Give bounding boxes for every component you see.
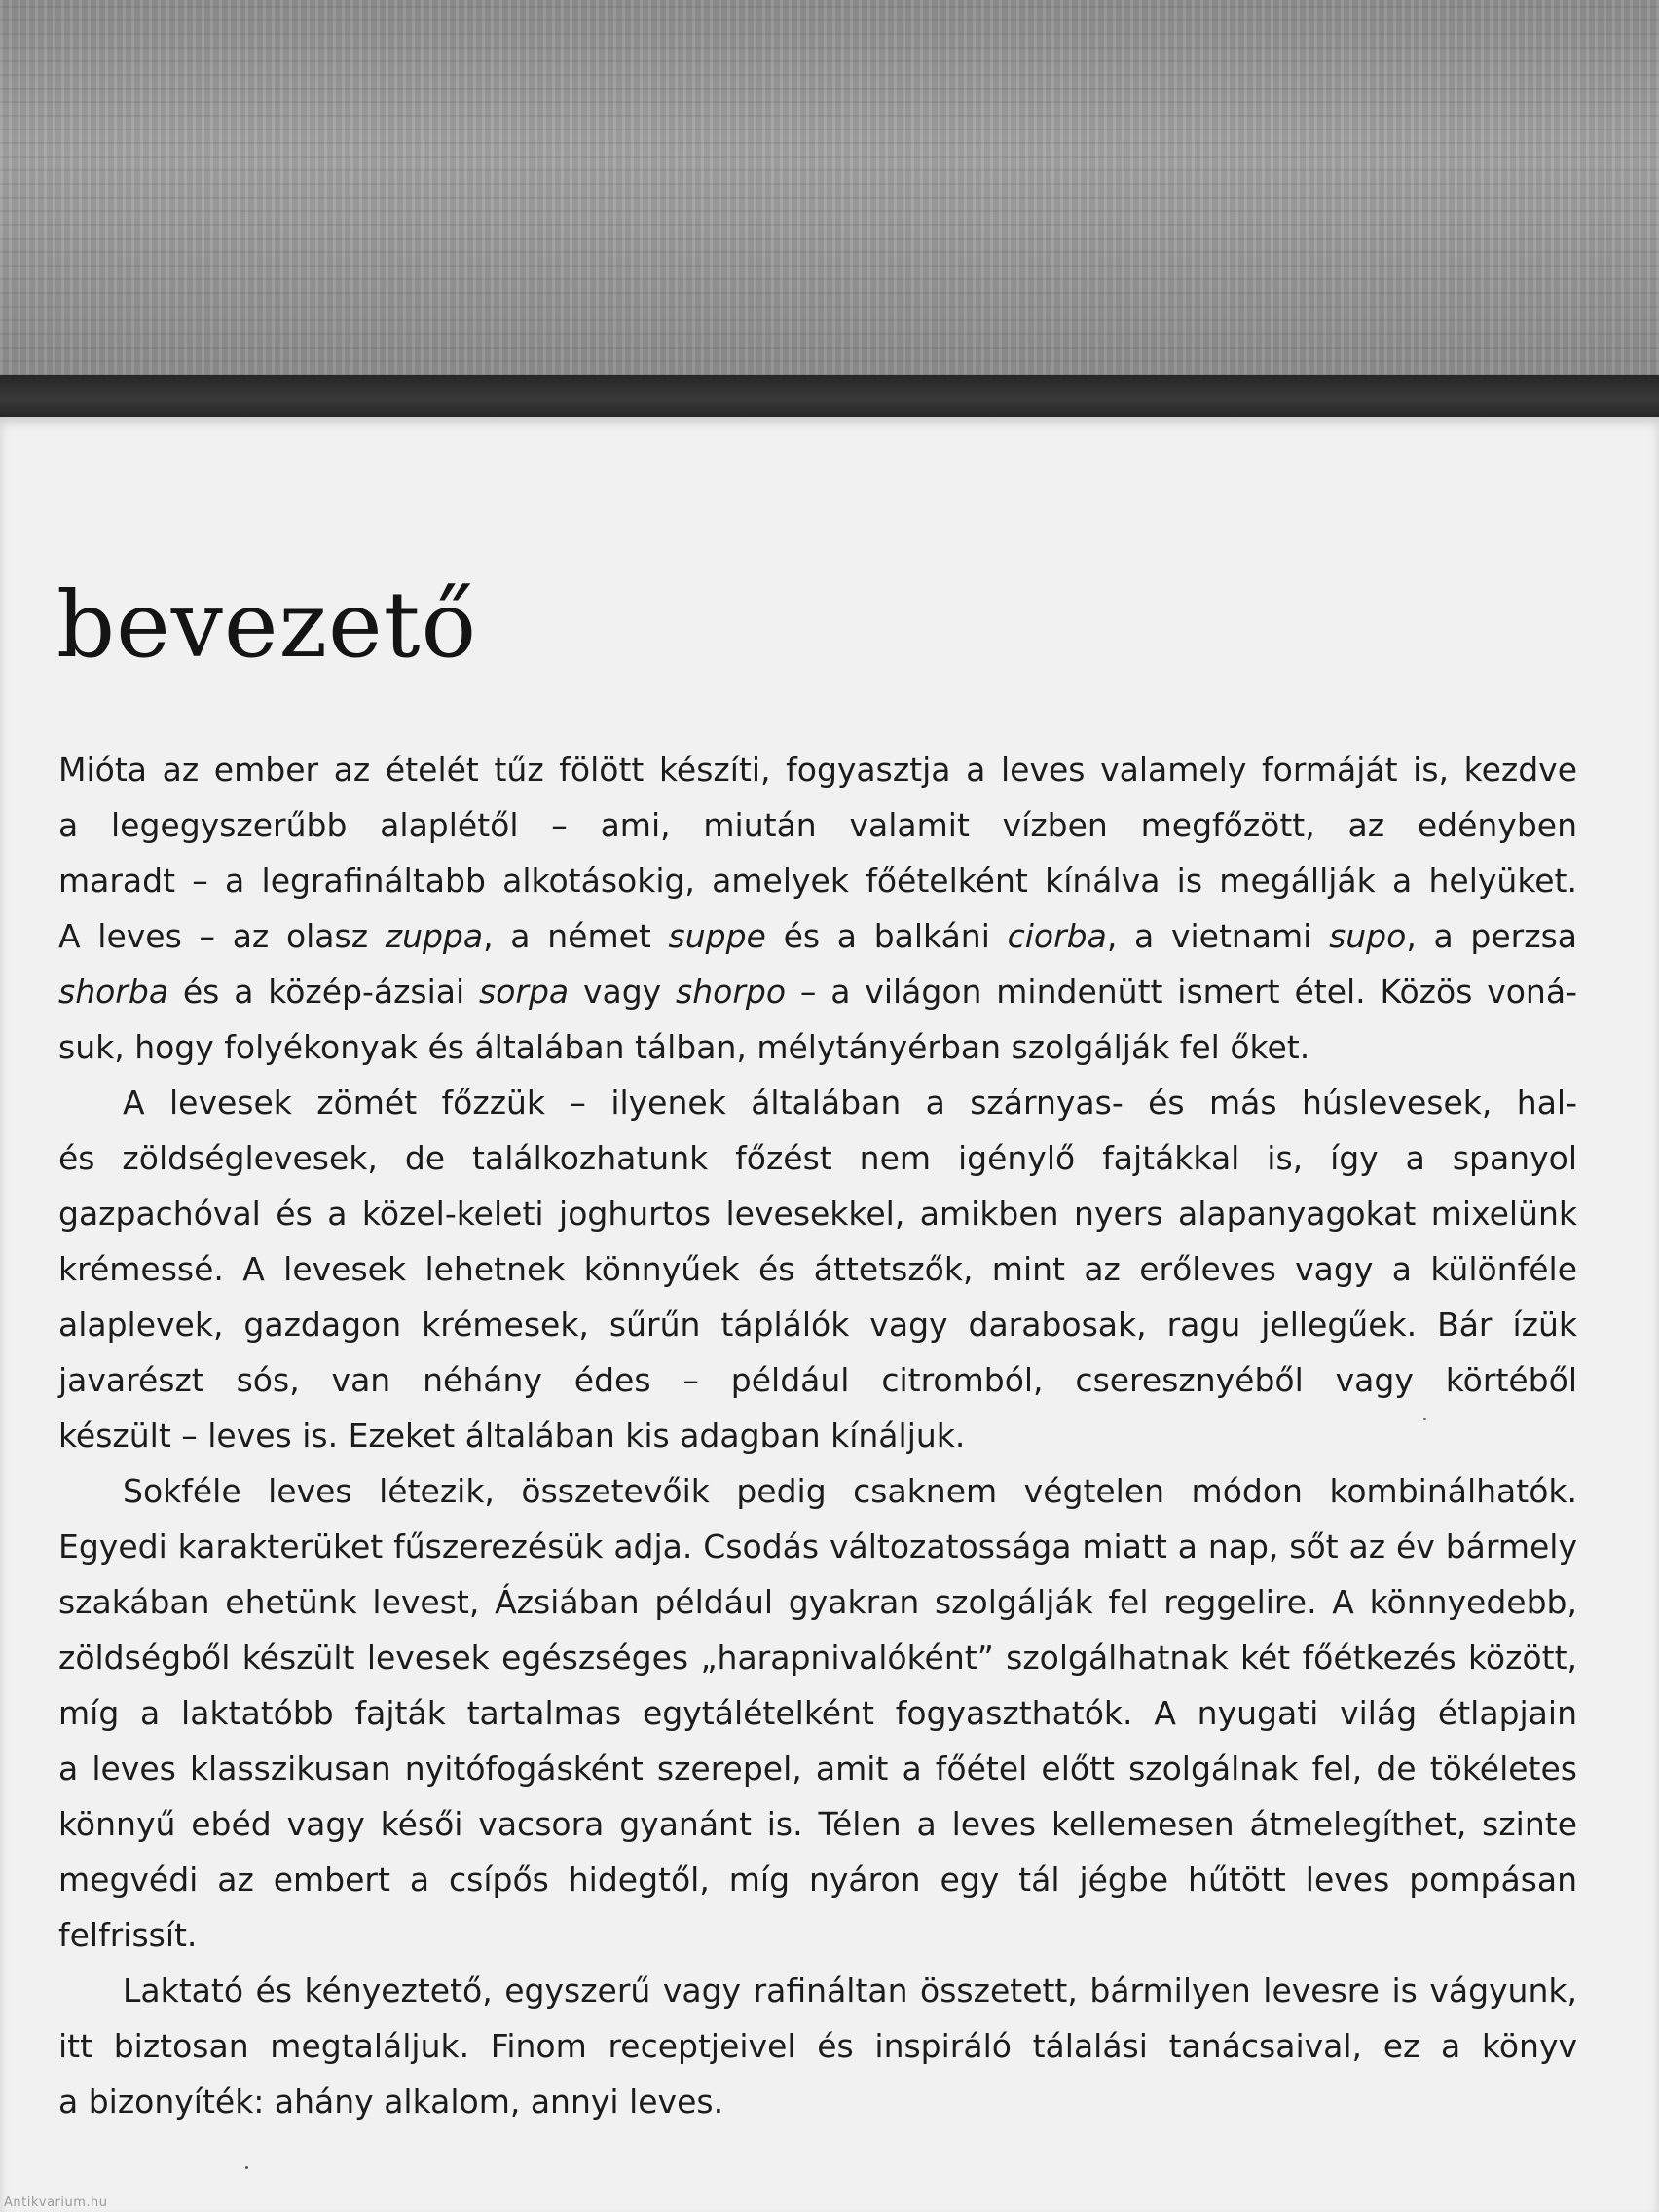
body-text [58,742,1577,2129]
text-line [58,1130,1577,1186]
text-line [58,2074,1577,2129]
text-run: és a balkáni [765,917,1008,955]
italic-term: ciorba [1007,917,1107,955]
text-line [58,2018,1577,2074]
text-run: megvédi az embert a csípős hidegtől, míg nyáron egy tál jégbe hűtött leves pompásan [58,1861,1577,1899]
print-speck [245,2166,248,2169]
text-line [58,1630,1577,1685]
italic-term: sorpa [479,973,570,1011]
italic-term: zuppa [385,917,484,955]
text-run: itt biztosan megtaláljuk. Finom receptjeivel és inspiráló tálalási tanácsaival, ez a könyv [58,2027,1577,2065]
text-line [58,1907,1577,1963]
text-run: maradt – a legrafináltabb alkotásokig, amelyek főételként kínálva is megállják a helyüket. [58,862,1577,900]
text-line [58,1019,1577,1075]
italic-term: shorba [58,973,169,1011]
text-run: míg a laktatóbb fajták tartalmas egytálételként fogyaszthatók. A nyugati világ étlapjain [58,1694,1577,1732]
text-run: gazpachóval és a közel-keleti joghurtos levesekkel, amikben nyers alapanyagokat mixelünk [58,1195,1577,1233]
text-line [58,1796,1577,1852]
text-line [58,742,1577,797]
text-run: Laktató és kényeztető, egyszerű vagy rafináltan összetett, bármilyen levesre is vágyunk, [123,1972,1577,2009]
italic-term: shorpo [676,973,787,1011]
text-run: A levesek zömét főzzük – ilyenek általában a szárnyas- és más húslevesek, hal- [123,1084,1577,1122]
text-run: szakában ehetünk levest, Ázsiában például gyakran szolgálják fel reggelire. A könnyedebb, [58,1583,1577,1621]
text-line [58,964,1577,1019]
text-line [58,853,1577,908]
text-run: vagy [569,973,677,1011]
text-run: és zöldséglevesek, de találkozhatunk főzést nem igénylő fajtákkal is, így a spanyol [58,1139,1577,1177]
text-line [58,1463,1577,1519]
text-run: krémessé. A levesek lehetnek könnyűek és áttetszők, mint az erőleves vagy a különféle [58,1250,1577,1288]
watermark-text: Antikvarium.hu [4,2195,108,2210]
text-run: , a német [483,917,669,955]
text-line [58,1352,1577,1408]
text-line [58,797,1577,853]
text-run: könnyű ebéd vagy késői vacsora gyanánt is. Télen a leves kellemesen átmelegíthet, szinte [58,1805,1577,1843]
text-line [58,1574,1577,1630]
text-line [58,1963,1577,2018]
table-surface-background [0,0,1659,389]
paragraph [58,1963,1577,2129]
text-line [58,1741,1577,1796]
text-run: suk, hogy folyékonyak és általában tálban, mélytányérban szolgálják fel őket. [58,1028,1310,1066]
text-run: a legegyszerűbb alaplétől – ami, miután valamit vízben megfőzött, az edényben [58,806,1577,844]
text-run: Sokféle leves létezik, összetevőik pedig csaknem végtelen módon kombinálhatók. [123,1472,1577,1510]
print-speck [1423,1418,1426,1420]
text-run: a bizonyíték: ahány alkalom, annyi leves. [58,2083,724,2120]
text-run: felfrissít. [58,1916,198,1954]
text-run: , a vietnami [1106,917,1330,955]
text-run: javarészt sós, van néhány édes – például citromból, cseresznyéből vagy körtéből [58,1361,1577,1399]
page-title: bevezető [56,572,478,679]
paragraph [58,742,1577,1075]
text-line [58,1186,1577,1241]
text-run: készült – leves is. Ezeket általában kis adagban kínáljuk. [58,1417,966,1455]
text-run: zöldségből készült levesek egészséges „harapnivalóként” szolgálhatnak két főétkezés között, [58,1639,1577,1677]
text-line [58,1852,1577,1907]
text-line [58,1685,1577,1741]
text-line [58,1241,1577,1297]
text-run: Mióta az ember az ételét tűz fölött készíti, fogyasztja a leves valamely formáját is, kezdve [58,751,1577,789]
text-run: Egyedi karakterüket fűszerezésük adja. Csodás változatossága miatt a nap, sőt az év bármely [58,1528,1577,1566]
text-line [58,1075,1577,1130]
text-line [58,1408,1577,1463]
text-run: A leves – az olasz [58,917,386,955]
text-line [58,1519,1577,1574]
italic-term: suppe [668,917,766,955]
paragraph [58,1075,1577,1463]
text-line [58,908,1577,964]
book-page [0,417,1659,2212]
text-run: – a világon mindenütt ismert étel. Közös voná- [786,973,1577,1011]
text-line [58,1297,1577,1352]
paragraph [58,1463,1577,1963]
italic-term: supo [1329,917,1407,955]
text-run: alaplevek, gazdagon krémesek, sűrűn táplálók vagy darabosak, ragu jellegűek. Bár ízük [58,1306,1577,1344]
text-run: és a közép-ázsiai [168,973,480,1011]
text-run: , a perzsa [1406,917,1577,955]
text-run: a leves klasszikusan nyitófogásként szerepel, amit a főétel előtt szolgálnak fel, de tökéletes [58,1750,1577,1788]
